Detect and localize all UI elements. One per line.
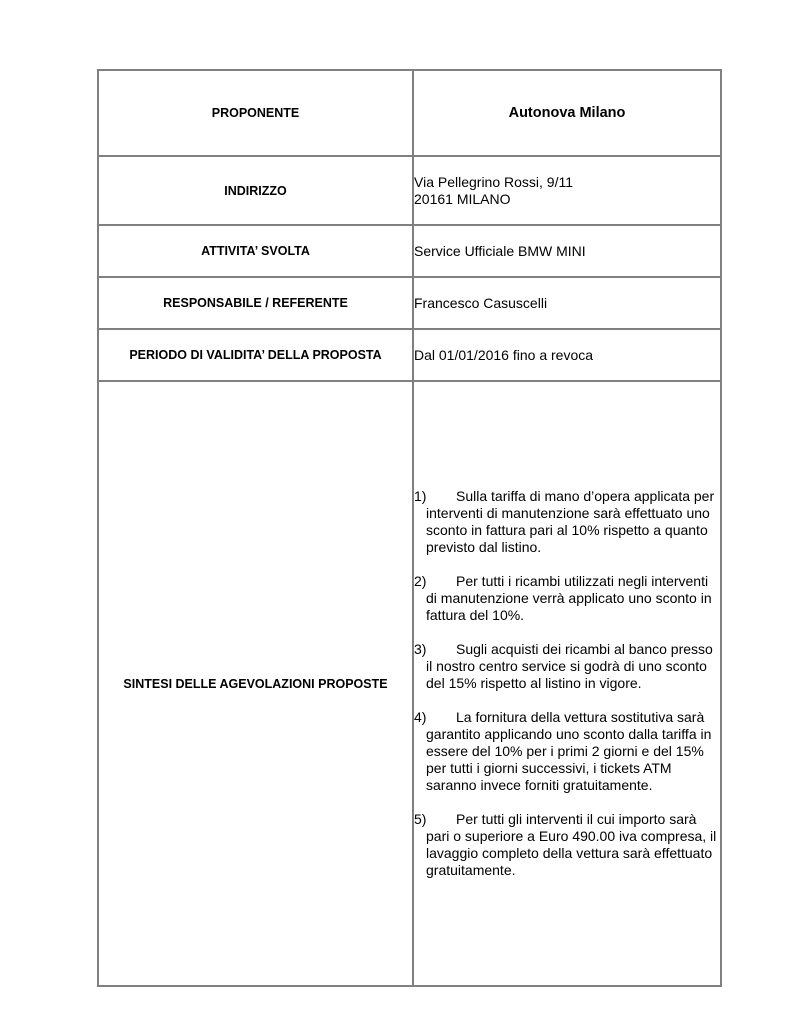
list-item [414, 641, 720, 692]
list-item [414, 811, 720, 879]
table-row [98, 381, 721, 986]
table-row [98, 277, 721, 329]
item-text: La fornitura della vettura sostitutiva sarà garantito applicando uno sconto dalla tariffa in essere del 10% per i primi 2 giorni e del 15% per tutti i giorni successivi, i tickets ATM saranno invece forniti gratuitamente. [426, 709, 712, 793]
item-text: Per tutti gli interventi il cui importo sarà pari o superiore a Euro 490.00 iva compresa, il lavaggio completo della vettura sarà effettuato gratuitamente. [426, 811, 717, 878]
responsabile-value: Francesco Casuscelli [413, 277, 721, 329]
list-item [414, 573, 720, 624]
periodo-value: Dal 01/01/2016 fino a revoca [413, 329, 721, 381]
attivita-label: ATTIVITA’ SVOLTA [98, 225, 413, 277]
proponente-label: PROPONENTE [98, 70, 413, 156]
proposal-table [97, 69, 722, 987]
attivita-value: Service Ufficiale BMW MINI [413, 225, 721, 277]
address-city: 20161 MILANO [414, 190, 511, 207]
list-item [414, 488, 720, 556]
address-street: Via Pellegrino Rossi, 9/11 [414, 173, 574, 190]
indirizzo-value [413, 156, 721, 225]
sintesi-value [413, 381, 721, 986]
periodo-label: PERIODO DI VALIDITA’ DELLA PROPOSTA [98, 329, 413, 381]
table-row [98, 225, 721, 277]
item-number: 4) [414, 709, 427, 725]
table-row [98, 329, 721, 381]
item-text: Sulla tariffa di mano d’opera applicata per interventi di manutenzione sarà effettuato uno sconto in fattura pari al 10% rispetto a quanto previsto dal listino. [426, 488, 715, 555]
item-text: Sugli acquisti dei ricambi al banco presso il nostro centro service si godrà di uno sconto del 15% rispetto al listino in vigore. [426, 641, 713, 691]
indirizzo-label: INDIRIZZO [98, 156, 413, 225]
item-text: Per tutti i ricambi utilizzati negli interventi di manutenzione verrà applicato uno sconto in fattura del 10%. [426, 573, 712, 623]
benefits-list [414, 488, 720, 879]
list-item [414, 709, 720, 794]
table-row [98, 156, 721, 225]
item-number: 5) [414, 811, 427, 827]
item-number: 3) [414, 641, 427, 657]
item-number: 1) [414, 488, 427, 504]
sintesi-label: SINTESI DELLE AGEVOLAZIONI PROPOSTE [98, 381, 413, 986]
item-number: 2) [414, 573, 427, 589]
table-row [98, 70, 721, 156]
responsabile-label: RESPONSABILE / REFERENTE [98, 277, 413, 329]
proponente-value: Autonova Milano [413, 70, 721, 156]
